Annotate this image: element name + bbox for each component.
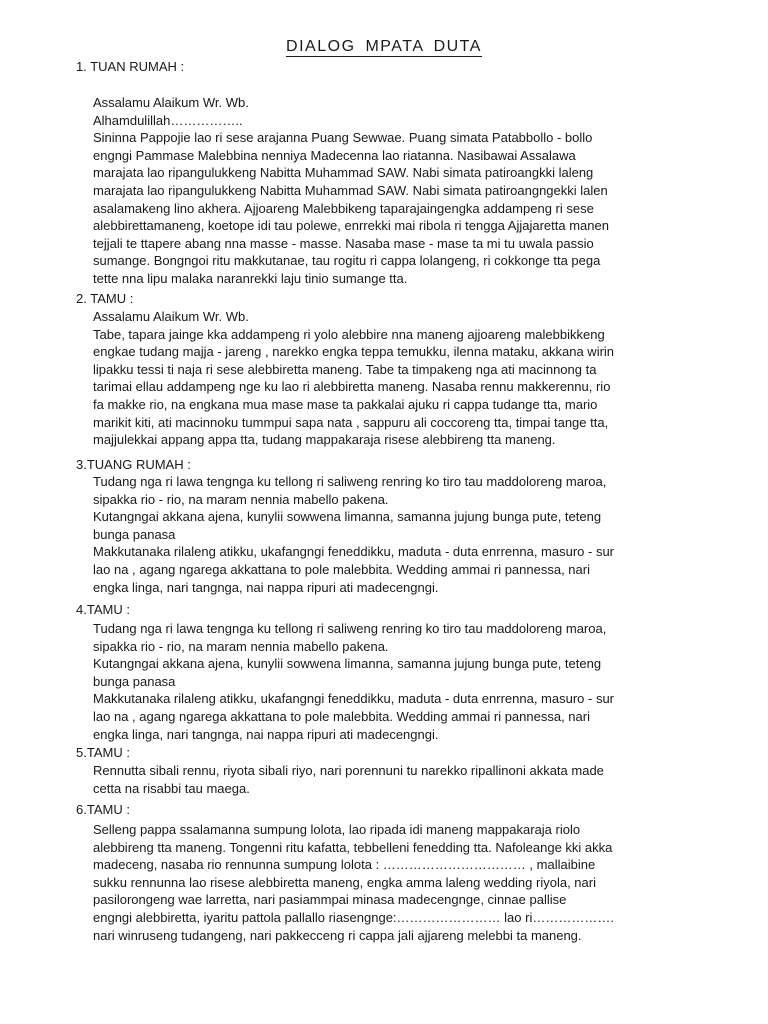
- section-body: [93, 94, 733, 288]
- body-line: sumange. Bongngoi ritu makkutanae, tau rogitu ri cappa lolangeng, ri cokkonge tta pega: [93, 253, 601, 269]
- section-heading: 6.TAMU :: [76, 802, 130, 817]
- body-line: lao na , agang ngarega akkattana to pole malebbita. Wedding ammai ri pannessa, nari: [93, 561, 590, 577]
- body-line: engka linga, nari tangnga, nai nappa ripuri ati madecengngi.: [93, 726, 439, 742]
- body-line: Makkutanaka rilaleng atikku, ukafangngi feneddikku, maduta - duta enrrenna, masuro - sur: [93, 544, 615, 560]
- body-line: bunga panasa: [93, 526, 176, 542]
- body-line: Selleng pappa ssalamanna sumpung lolota, lao ripada idi maneng mappakaraja riolo: [93, 822, 581, 837]
- body-line: engkae tudang majja - jareng , narekko engka teppa temukku, ilenna mataku, akkana wirin: [93, 344, 615, 360]
- section-heading: 2. TAMU :: [76, 291, 134, 306]
- body-line: Assalamu Alaikum Wr. Wb.: [93, 309, 249, 324]
- body-line: Tudang nga ri lawa tengnga ku tellong ri saliweng renring ko tiro tau maddoloreng maroa,: [93, 474, 607, 489]
- section-body: [93, 473, 733, 596]
- body-line: bunga panasa: [93, 673, 176, 689]
- section-heading: 1. TUAN RUMAH :: [76, 59, 185, 74]
- body-line: tejjali te ttapere abang nna masse - masse. Nasaba mase - mase ta mi tu uwala passio: [93, 235, 594, 251]
- body-line: alebbirettamaneng, koetope idi tau polewe, enrrekki mai ribola ri tengga Ajjajaretta manen: [93, 218, 609, 234]
- body-line: pasilorongeng wae larretta, nari pasiammpai minasa madecengnge, cinnae pallise: [93, 892, 567, 908]
- body-line: asalamakeng lino akhera. Ajjoareng Malebbikeng taparajaingengka addampeng ri sese: [93, 200, 594, 216]
- document-title-text: DIALOG MPATA DUTA: [286, 38, 482, 55]
- body-line: majjulekkai appang appa tta, tudang mappakaraja risese alebbireng tta maneng.: [93, 432, 556, 448]
- document-title: [0, 38, 768, 56]
- section-heading: 3.TUANG RUMAH :: [76, 457, 191, 472]
- body-line: marikit kiti, ati macinnoku tummpui sapa nata , sappuru ali coccoreng tta, timpai tange tta,: [93, 414, 609, 430]
- section-body: [93, 620, 733, 743]
- body-line: Alhamdulillah……………..: [93, 112, 243, 128]
- body-line: tarimai ellau addampeng nge ku lao ri alebbiretta maneng. Nasaba rennu makkerennu, rio: [93, 379, 611, 395]
- body-line: cetta na risabbi tau maega.: [93, 780, 250, 796]
- body-line: lipakku tessi ti naja ri sese alebbiretta maneng. Tabe ta timpakeng nga ati macinnong ta: [93, 361, 597, 377]
- body-line: Kutangngai akkana ajena, kunylii sowwena limanna, samanna jujung bunga pute, teteng: [93, 656, 602, 672]
- body-line: Rennutta sibali rennu, riyota sibali riyo, nari porennuni tu narekko ripallinoni akkata made: [93, 763, 604, 778]
- body-line: Makkutanaka rilaleng atikku, ukafangngi feneddikku, maduta - duta enrrenna, masuro - sur: [93, 691, 615, 707]
- body-line: marajata lao ripangulukkeng Nabitta Muhammad SAW. Nabi simata patiroangkki laleng: [93, 165, 594, 181]
- body-line: sipakka rio - rio, na maram nennia mabello pakena.: [93, 491, 389, 507]
- body-line: madeceng, nasaba rio rennunna sumpung lolota : …………………………… , mallaibine: [93, 857, 596, 873]
- section-heading: 4.TAMU :: [76, 602, 130, 617]
- body-line: Sininna Pappojie lao ri sese arajanna Puang Sewwae. Puang simata Patabbollo - bollo: [93, 130, 593, 146]
- body-line: Tabe, tapara jainge kka addampeng ri yolo alebbire nna maneng ajjoareng malebbikkeng: [93, 326, 605, 342]
- section-body: [93, 308, 733, 449]
- body-line: marajata lao ripangulukkeng Nabitta Muhammad SAW. Nabi simata patiroangngekki lalen: [93, 182, 608, 198]
- body-line: sipakka rio - rio, na maram nennia mabello pakena.: [93, 638, 389, 654]
- body-line: Assalamu Alaikum Wr. Wb.: [93, 95, 249, 110]
- body-line: sukku rennunna lao risese alebbiretta maneng, engka amma laleng wedding riyola, nari: [93, 874, 596, 890]
- body-line: tette nna lipu malaka naranrekki laju tinio sumange tta.: [93, 270, 408, 286]
- body-line: Tudang nga ri lawa tengnga ku tellong ri saliweng renring ko tiro tau maddoloreng maroa,: [93, 621, 607, 636]
- body-line: nari winruseng tudangeng, nari pakkecceng ri cappa jali ajjareng melebbi ta maneng.: [93, 927, 582, 943]
- body-line: fa makke rio, na engkana mua mase mase ta pakkalai ajuku ri cappa tudange tta, mario: [93, 396, 598, 412]
- body-line: lao na , agang ngarega akkattana to pole malebbita. Wedding ammai ri pannessa, nari: [93, 708, 590, 724]
- body-line: engngi alebbiretta, iyaritu pattola pallallo riasengnge:…………………… lao ri……………….: [93, 909, 614, 925]
- body-line: alebbireng tta maneng. Tongenni ritu kafatta, tebbelleni fenedding tta. Nafoleange kki akka: [93, 839, 613, 855]
- body-line: Kutangngai akkana ajena, kunylii sowwena limanna, samanna jujung bunga pute, teteng: [93, 509, 602, 525]
- body-line: engngi Pammase Malebbina nenniya Madecenna lao riatanna. Nasibawai Assalawa: [93, 147, 576, 163]
- body-line: engka linga, nari tangnga, nai nappa ripuri ati madecengngi.: [93, 579, 439, 595]
- section-body: [93, 762, 733, 797]
- section-body: [93, 821, 733, 944]
- section-heading: 5.TAMU :: [76, 745, 130, 760]
